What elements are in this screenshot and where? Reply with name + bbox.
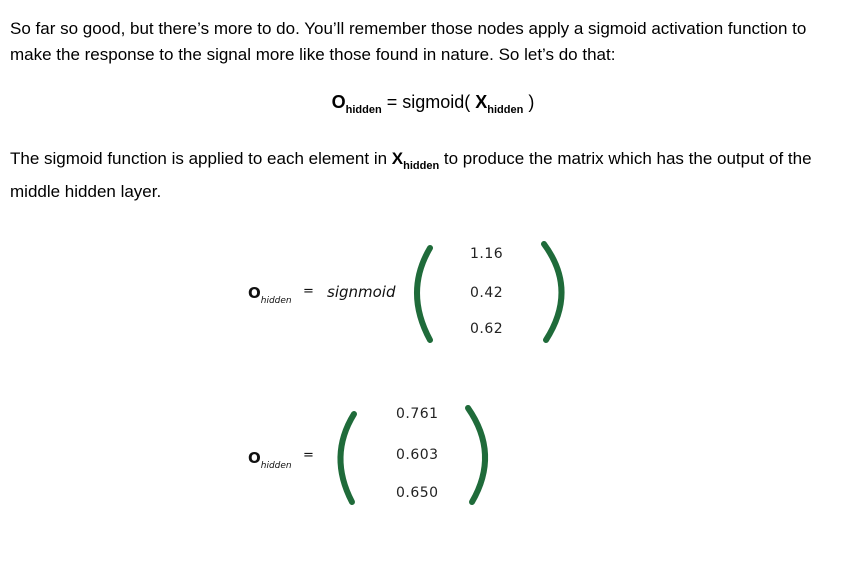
- explanation-x: X: [391, 149, 404, 168]
- sigmoid-equation: [0, 92, 866, 116]
- hw1-equals: =: [303, 284, 314, 299]
- hw2-equals: =: [303, 448, 314, 463]
- hw2-value-2: 0.603: [396, 447, 439, 463]
- hw2-right-paren-stroke: [468, 408, 485, 502]
- hw1-o-hidden: [248, 283, 292, 306]
- hw1-right-paren: [538, 240, 578, 345]
- eq-x-subscript: hidden: [487, 104, 524, 116]
- eq-x: X: [475, 92, 488, 112]
- hw2-left-paren-stroke: [340, 414, 354, 502]
- eq-sigmoid: = sigmoid(: [381, 92, 476, 112]
- hw1-left-paren: [400, 240, 440, 345]
- hw2-left-paren: [328, 404, 368, 509]
- hw1-value-2: 0.42: [470, 285, 504, 301]
- hw2-value-1: 0.761: [396, 406, 439, 422]
- hw1-o-subscript: hidden: [260, 296, 292, 306]
- hw2-value-3: 0.650: [396, 485, 439, 501]
- hw2-o: O: [248, 449, 261, 467]
- hw1-left-paren-stroke: [417, 248, 430, 340]
- intro-paragraph: So far so good, but there’s more to do. You’ll remember those nodes apply a sigmoid activation function to make the response to the signal more like those found in nature. So let’s do that:: [10, 19, 807, 64]
- hw1-right-paren-stroke: [544, 244, 562, 340]
- hw2-o-subscript: hidden: [260, 461, 292, 471]
- explanation-x-subscript: hidden: [403, 160, 440, 172]
- explanation-before: The sigmoid function is applied to each element in: [10, 149, 392, 168]
- hw1-o: O: [248, 284, 261, 302]
- eq-close: ): [523, 92, 535, 112]
- eq-o: O: [331, 92, 346, 112]
- eq-o-subscript: hidden: [345, 104, 382, 116]
- explanation-paragraph: [10, 146, 840, 205]
- hw1-function: signmoid: [327, 283, 396, 301]
- explanation-after: to produce the matrix which has the output of the middle hidden layer.: [10, 149, 812, 201]
- hw1-value-1: 1.16: [470, 246, 504, 262]
- hw1-value-3: 0.62: [470, 321, 504, 337]
- hw2-o-hidden: [248, 448, 292, 471]
- hw2-right-paren: [462, 402, 502, 507]
